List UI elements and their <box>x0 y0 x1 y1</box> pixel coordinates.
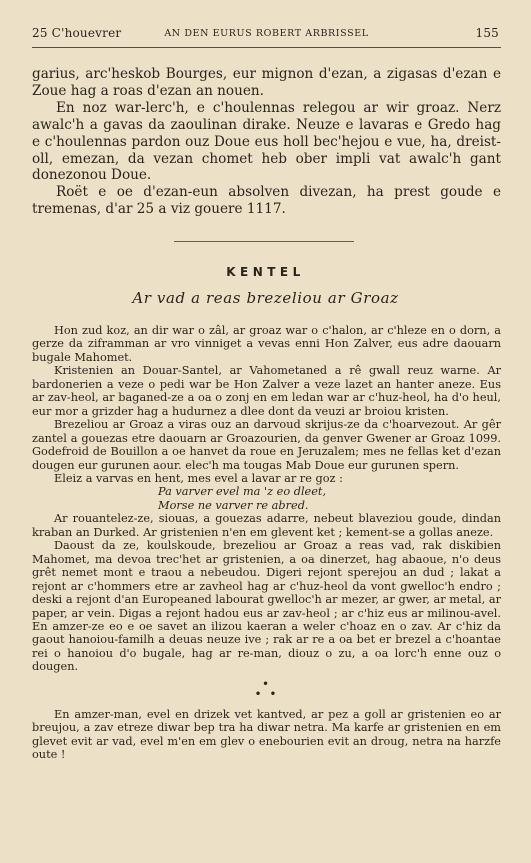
body-paragraph: Hon zud koz, an dir war o zâl, ar groaz war o c'halon, ar c'hleze en o dorn, a gerze da ziframman ar vro vinniget a vevas enni Hon Zalver, eus adre daouarn bugale Mahomet. <box>32 324 501 364</box>
section-subtitle: Ar vad a reas brezeliou ar Groaz <box>132 289 399 307</box>
body-paragraph: Daoust da ze, koulskoude, brezeliou ar Groaz a reas vad, rak diskibien Mahomet, ma devoa trec'het ar gristenien, a oa dinerzet, hag abaoue, n'o deus grêt nemet mont e traou a nebeudou. Digeri rejont sperejou an dud ; lakat a rejont ar c'hommers etre ar zavheol hag ar c'huz-heol da vont gwelloc'h endro ; deski a rejont d'an Europeaned labourat gwelloc'h ar mezer, ar gwer, ar metal, ar paper, ar vein. Digas a rejont hadou eus ar zav-heol ; ar c'hiz eus ar milinou-avel. En amzer-ze eo e oe savet an ilizou kaeran a weler c'hoaz en o zav. Ar c'hiz da gaout hanoiou-familh a deuas neuze ive ; rak ar re a oa bet er brezel a c'hoantae rei o hanoiou d'o bugale, hag ar re-man, diouz o zu, a oa lorc'h enne ouz o dougen. <box>32 539 501 674</box>
intro-paragraph: garius, arc'heskob Bourges, eur mignon d'ezan, a zigasas d'ezan e Zoue hag a roas d'ezan an nouen. <box>32 66 501 99</box>
body-paragraph: Brezeliou ar Groaz a viras ouz an darvoud skrijus-ze da c'hoarvezout. Ar gêr zantel a gouezas etre daouarn ar Groazourien, da genver Gwener ar Groaz 1099. Godefroid de Bouillon a oe hanvet da roue en Jeruzalem; mes ne fellas ket d'ezan dougen eur gurunen aour. elec'h ma tougas Mab Doue eur gurunen spern. <box>32 418 501 472</box>
intro-paragraph: En noz war-lerc'h, e c'houlennas relegou ar wir groaz. Nerz awalc'h a gavas da zaoulinan dirake. Neuze e lavaras e Gredo hag e c'houlennas pardon ouz Doue eus holl bec'hejou e vue, ha, dreist-oll, emezan, da vezan chomet heb ober impli vat awalc'h gant donezonou Doue. <box>32 99 501 184</box>
running-header <box>32 24 501 44</box>
body-paragraph: Ar rouantelez-ze, siouas, a gouezas adarre, nebeut blaveziou goude, dindan kraban an Durked. Ar gristenien n'en em glevent ket ; kement-se a gollas aneze. <box>32 512 501 539</box>
header-rule <box>32 47 501 48</box>
poem-line: Morse ne varver re abred. <box>158 498 309 512</box>
section-heading: KENTEL <box>226 265 305 279</box>
header-date: 25 C'houevrer <box>32 26 122 40</box>
page-number: 155 <box>475 26 499 40</box>
header-title: AN DEN EURUS ROBERT ARBRISSEL <box>164 28 369 39</box>
body-paragraph: Kristenien an Douar-Santel, ar Vahometaned a rê gwall reuz warne. Ar bardonerien a veze o pedi war be Hon Zalver a veze lazet an hanter aneze. Eus ar zav-heol, ar baganed-ze a oa o zonj en em ledan war ar c'huz-heol, ha d'o heul, eur mor a grizder hag a hudurnez a dlee dont da veuzi ar broiou kristen. <box>32 364 501 418</box>
intro-paragraph: Roët e oe d'ezan-eun absolven divezan, ha prest goude e tremenas, d'ar 25 a viz gouere 1117. <box>32 184 501 218</box>
ornament-divider: • • • <box>254 676 279 701</box>
body-paragraph: Eleiz a varvas en hent, mes evel a lavar ar re goz : <box>54 471 343 485</box>
body-paragraph: En amzer-man, evel en drizek vet kantved, ar pez a goll ar gristenien eo ar breujou, a zav etreze diwar bep tra ha diwar netra. Ma karfe ar gristenien en em glevet evit ar vad, evel m'en em glev o enebourien evit an droug, netra na harzfe oute ! <box>32 707 501 762</box>
poem-line: Pa varver evel ma 'z eo dleet, <box>158 485 327 499</box>
intro-text <box>32 66 501 218</box>
section-separator <box>174 241 354 242</box>
lesson-text <box>32 324 501 762</box>
